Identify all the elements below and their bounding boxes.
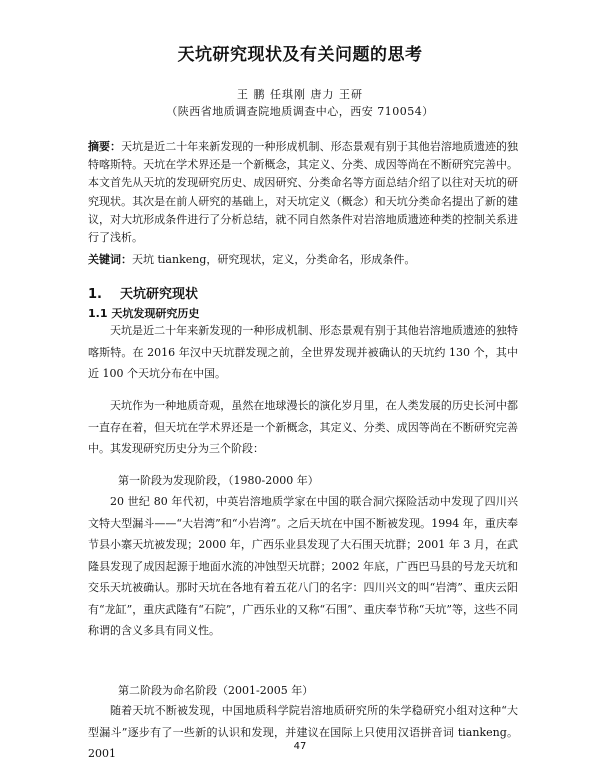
- paper-title: 天坑研究现状及有关问题的思考: [177, 45, 423, 65]
- paragraph: 20 世纪 80 年代初，中英岩溶地质学家在中国的联合洞穴探险活动中发现了四川兴文特大型漏斗——“大岩湾”和“小岩湾”。之后天坑在中国不断被发现。1994 年，重庆奉节县小寨天坑被发现；2000 年，广西乐业县发现了大石围天坑群；2001 年 3 月，在武隆县发现了成因起源于地面水流的冲蚀型天坑群；2002 年底，广西巴马县的号龙天坑和交乐天坑被确认。那时天坑在各地有着五花八门的名字：四川兴文的叫“岩湾”、重庆云阳有“龙缸”，重庆武隆有“石院”，广西乐业的又称“石围”、重庆奉节称“天坑”等，这些不同称谓的含义多具有同义性。: [88, 495, 518, 637]
- affiliation: （陕西省地质调查院地质调查中心，西安 710054）: [166, 105, 434, 118]
- page-number: 47: [293, 741, 307, 752]
- paragraph: 随着天坑不断被发现，中国地质科学院岩溶地质研究所的朱学稳研究小组对这种“大型漏斗”逐步有了一些新的认识和发现，并建议在国际上只使用汉语拼音词 tiankeng。2001: [88, 704, 518, 760]
- stage-heading: 第一阶段为发现阶段，（1980-2000 年）: [118, 474, 319, 487]
- abstract-text: 天坑是近二十年来新发现的一种形成机制、形态景观有别于其他岩溶地质遗迹的独特喀斯特。天坑在学术界还是一个新概念，其定义、分类、成因等尚在不断研究完善中。本文首先从天坑的发现研究历史、成因研究、分类命名等方面总结介绍了以往对天坑的研究现状。其次是在前人研究的基础上，对天坑定义（概念）和天坑分类命名提出了新的建议，对大坑形成条件进行了分析总结，就不同自然条件对岩溶地质遗迹种类的控制关系进行了浅析。: [88, 140, 519, 245]
- subsection-heading: 1.1 天坑发现研究历史: [88, 307, 200, 320]
- paragraph: 天坑作为一种地质奇观，虽然在地球漫长的演化岁月里，在人类发展的历史长河中都一直存在着，但天坑在学术界还是一个新概念，其定义、分类、成因等尚在不断研究完善中。其发现研究历史分为三个阶段：: [88, 399, 518, 455]
- paragraph: 天坑是近二十年来新发现的一种形成机制、形态景观有别于其他岩溶地质遗迹的独特喀斯特。在 2016 年汉中天坑群发现之前，全世界发现并被确认的天坑约 130 个，其中近 100 个天坑分布在中国。: [88, 324, 518, 380]
- keywords-label: 关键词：: [88, 253, 132, 266]
- section-heading: [88, 283, 216, 302]
- section-title: 天坑研究现状: [119, 287, 198, 302]
- keywords-text: 天坑 tiankeng，研究现状，定义，分类命名，形成条件。: [132, 253, 416, 266]
- keywords: [88, 251, 518, 267]
- abstract-label: 摘要：: [88, 140, 122, 153]
- section-number: 1.: [88, 287, 102, 302]
- author-list: 王 鹏 任琪刚 唐力 王研: [237, 88, 363, 101]
- abstract: [88, 138, 518, 247]
- stage-heading: 第二阶段为命名阶段（2001-2005 年）: [118, 684, 314, 697]
